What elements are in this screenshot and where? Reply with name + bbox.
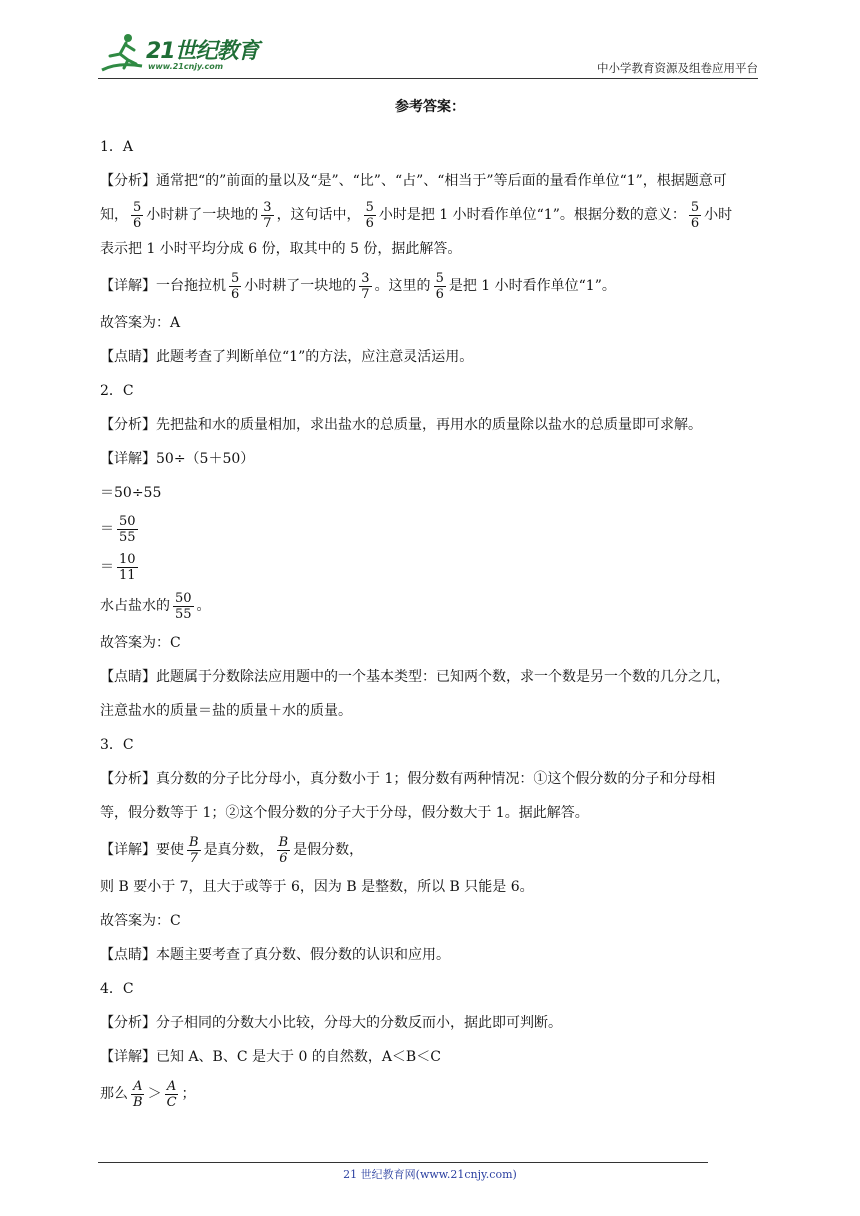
q3-detail-2: 则 B 要小于 7，且大于或等于 6，因为 B 是整数，所以 B 只能是 6。: [100, 879, 534, 895]
q2-note-line1: 【点睛】此题属于分数除法应用题中的一个基本类型：已知两个数，求一个数是另一个数的几分之几，: [100, 669, 730, 685]
q2-analysis: 【分析】先把盐和水的质量相加，求出盐水的总质量，再用水的质量除以盐水的总质量即可求解。: [100, 417, 702, 433]
q4-detail-2: 那么 $\frac{A}{B}$ ＞ $\frac{A}{C}$ ；: [100, 1078, 196, 1110]
fraction: $\frac{A}{B}$: [133, 1078, 143, 1110]
logo: [98, 30, 268, 78]
fraction: $\frac{B}{7}$: [189, 834, 199, 866]
logo-subtext: www.21cnjy.com: [148, 62, 224, 71]
q2-detail-4: ＝ $\frac{10}{11}$: [100, 551, 136, 583]
q1-note: 【点睛】此题考查了判断单位“1”的方法，应注意灵活运用。: [100, 349, 474, 365]
fraction: $\frac{5}{6}$: [690, 199, 700, 231]
q4-number: 4．C: [100, 981, 134, 997]
q1-detail: 【详解】一台拖拉机 $\frac{5}{6}$ 小时耕了一块地的 $\frac{3}{7}$ 。这里的 $\frac{5}{6}$ 是把 1 小时看作单位“1”。: [100, 270, 616, 302]
runner-icon: [98, 32, 146, 76]
q3-detail: 【详解】要使 $\frac{B}{7}$ 是真分数， $\frac{B}{6}$ 是假分数，: [100, 834, 364, 866]
fraction: $\frac{5}{6}$: [231, 270, 240, 302]
fraction: $\frac{5}{6}$: [435, 270, 444, 302]
q1-number: 1．A: [100, 139, 134, 155]
fraction: $\frac{50}{55}$: [119, 513, 136, 545]
footer-divider: [98, 1162, 708, 1163]
q1-analysis-line3: 表示把 1 小时平均分成 6 份，取其中的 5 份，据此解答。: [100, 241, 462, 257]
q2-detail-1: 【详解】50÷（5＋50）: [100, 451, 255, 467]
q3-answer: 故答案为：C: [100, 913, 181, 929]
page-header: [98, 30, 758, 78]
fraction: $\frac{A}{C}$: [166, 1078, 177, 1110]
fraction: $\frac{10}{11}$: [119, 551, 136, 583]
fraction: $\frac{5}{6}$: [133, 199, 142, 231]
q2-detail-3: ＝ $\frac{50}{55}$: [100, 513, 136, 545]
q2-detail-5: 水占盐水的 $\frac{50}{55}$ 。: [100, 590, 211, 622]
q2-detail-2: ＝50÷55: [100, 485, 162, 501]
q4-analysis: 【分析】分子相同的分数大小比较，分母大的分数反而小，据此即可判断。: [100, 1015, 562, 1031]
q2-answer: 故答案为：C: [100, 635, 181, 651]
fraction: $\frac{3}{7}$: [263, 199, 272, 231]
q3-number: 3．C: [100, 737, 134, 753]
fraction: $\frac{B}{6}$: [278, 834, 289, 866]
q1-analysis-line2: 知， $\frac{5}{6}$ 小时耕了一块地的 $\frac{3}{7}$ ，这句话中， $\frac{5}{6}$ 小时是把 1 小时看作单位“1”。根据分数的意义： $\frac{5}{6}$ 小时: [100, 199, 733, 231]
q2-note-line2: 注意盐水的质量＝盐的质量＋水的质量。: [100, 703, 352, 719]
answer-content: [100, 96, 760, 1114]
q1-analysis-line1: 【分析】通常把“的”前面的量以及“是”、“比”、“占”、“相当于”等后面的量看作单位“1”，根据题意可: [100, 173, 727, 189]
fraction: $\frac{3}{7}$: [361, 270, 370, 302]
q3-analysis-line2: 等，假分数等于 1；②这个假分数的分子大于分母，假分数大于 1。据此解答。: [100, 805, 589, 821]
q4-detail-1: 【详解】已知 A、B、C 是大于 0 的自然数，A＜B＜C: [100, 1049, 441, 1065]
fraction: $\frac{50}{55}$: [175, 590, 192, 622]
logo-text: 21世纪教育: [146, 39, 259, 64]
page-footer: 21 世纪教育网(www.21cnjy.com): [343, 1168, 517, 1181]
fraction: $\frac{5}{6}$: [365, 199, 374, 231]
header-platform-name: 中小学教育资源及组卷应用平台: [597, 61, 758, 75]
page-title: 参考答案：: [395, 99, 465, 115]
header-divider: [98, 78, 758, 79]
q3-analysis-line1: 【分析】真分数的分子比分母小，真分数小于 1；假分数有两种情况：①这个假分数的分子和分母相: [100, 771, 716, 787]
q3-note: 【点睛】本题主要考查了真分数、假分数的认识和应用。: [100, 947, 450, 963]
q2-number: 2．C: [100, 383, 134, 399]
q1-answer: 故答案为：A: [100, 315, 181, 331]
